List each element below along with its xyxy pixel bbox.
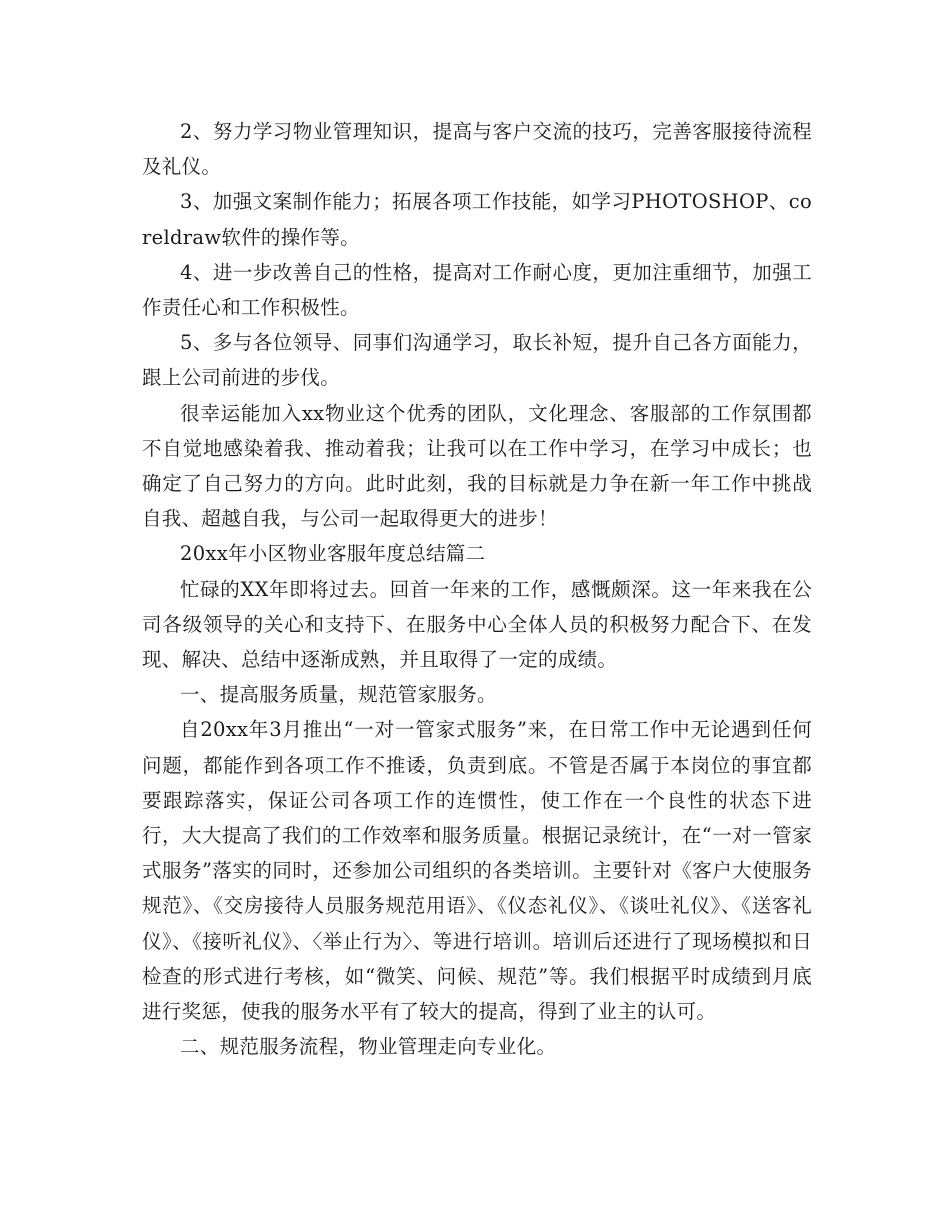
subheading-two: 二、规范服务流程，物业管理走向专业化。 bbox=[180, 1035, 557, 1059]
paragraph-intro: 忙碌的XX年即将过去。回首一年来的工作，感慨颇深。这一年来我在公司各级领导的关心和支持下、在服务中心全体人员的积极努力配合下、在发现、解决、总结中逐渐成熟，并且取得了一定的成绩。 bbox=[142, 577, 812, 672]
document-body bbox=[142, 114, 812, 1064]
paragraph-item-3: 3、加强文案制作能力；拓展各项工作技能，如学习PHOTOSHOP、coreldraw软件的操作等。 bbox=[142, 190, 812, 249]
paragraph-service: 自20xx年3月推出“一对一管家式服务”来，在日常工作中无论遇到任何问题，都能作到各项工作不推诿，负责到底。不管是否属于本岗位的事宜都要跟踪落实，保证公司各项工作的连惯性，使工作在一个良性的状态下进行，大大提高了我们的工作效率和服务质量。根据记录统计，在“一对一管家式服务”落实的同时，还参加公司组织的各类培训。主要针对《客户大使服务规范》、《交房接待人员服务规范用语》、《仪态礼仪》、《谈吐礼仪》、《送客礼仪》、《接听礼仪》、〈举止行为〉、等进行培训。培训后还进行了现场模拟和日检查的形式进行考核，如“微笑、问候、规范”等。我们根据平时成绩到月底进行奖惩，使我的服务水平有了较大的提高，得到了业主的认可。 bbox=[142, 718, 812, 1024]
paragraph-item-4: 4、进一步改善自己的性格，提高对工作耐心度，更加注重细节，加强工作责任心和工作积极性。 bbox=[142, 260, 812, 320]
paragraph-item-2: 2、努力学习物业管理知识，提高与客户交流的技巧，完善客服接待流程及礼仪。 bbox=[142, 120, 812, 179]
paragraph-closing: 很幸运能加入xx物业这个优秀的团队，文化理念、客服部的工作氛围都不自觉地感染着我、推动着我；让我可以在工作中学习，在学习中成长；也确定了自己努力的方向。此时此刻，我的目标就是力争在新一年工作中挑战自我、超越自我，与公司一起取得更大的进步！ bbox=[142, 401, 812, 531]
subheading-one: 一、提高服务质量，规范管家服务。 bbox=[180, 683, 497, 707]
paragraph-item-5: 5、多与各位领导、同事们沟通学习，取长补短，提升自己各方面能力，跟上公司前进的步伐。 bbox=[142, 331, 812, 390]
section-heading: 20xx年小区物业客服年度总结篇二 bbox=[180, 542, 486, 566]
